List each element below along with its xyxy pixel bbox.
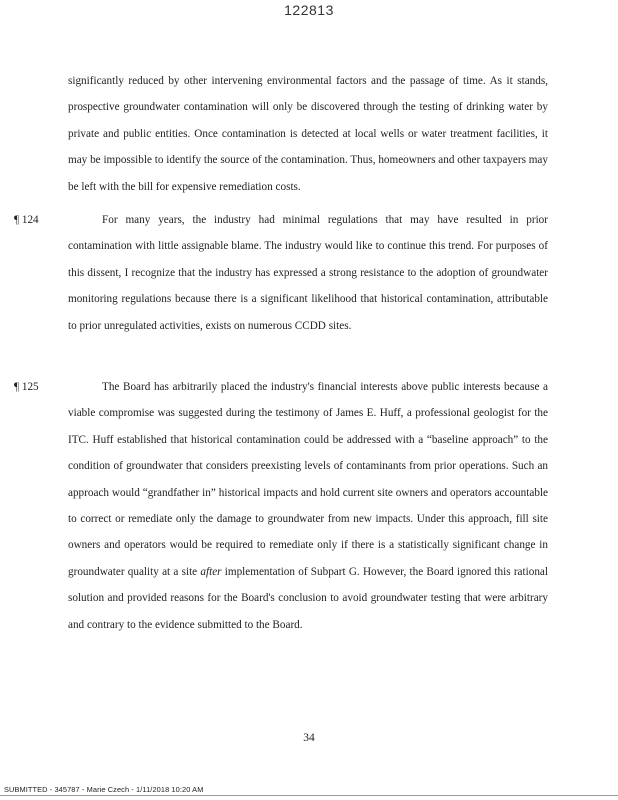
submitted-stamp: SUBMITTED - 345787 - Marie Czech - 1/11/2018 10:20 AM bbox=[4, 785, 204, 794]
document-number: 122813 bbox=[284, 2, 334, 18]
paragraph-125 bbox=[68, 374, 548, 638]
page-number: 34 bbox=[303, 732, 315, 744]
continuation-paragraph: significantly reduced by other intervening environmental factors and the passage of time. As it stands, prospective groundwater contamination will only be discovered through the testing of drinking water by private and public entities. Once contamination is detected at local wells or water treatment facilities, it may be impossible to identify the source of the contamination. Thus, homeowners and other taxpayers may be left with the bill for expensive remediation costs. bbox=[68, 75, 548, 193]
paragraph-125-text-after-italic: implementation of Subpart G. However, the Board ignored this rational solution and provided reasons for the Board's conclusion to avoid groundwater testing that were arbitrary and contrary to the evidence submitted to the Board. bbox=[68, 565, 548, 631]
paragraph-124-label: ¶ 124 bbox=[14, 214, 39, 226]
paragraph-125-text-before-italic: The Board has arbitrarily placed the industry's financial interests above public interests because a viable compromise was suggested during the testimony of James E. Huff, a professional geologist for the ITC. Huff established that historical contamination could be addressed with a “baseline approach” to the condition of groundwater that considers preexisting levels of contaminants from prior operations. Such an approach would “grandfather in” historical impacts and hold current site owners and operators accountable to correct or remediate only the damage to groundwater from new impacts. Under this approach, fill site owners and operators would be required to remediate only if there is a statistically significant change in groundwater quality at a site bbox=[68, 381, 548, 578]
paragraph-124-text: For many years, the industry had minimal regulations that may have resulted in prior contamination with little assignable blame. The industry would like to continue this trend. For purposes of this dissent, I recognize that the industry has expressed a strong resistance to the adoption of groundwater monitoring regulations because there is a significant likelihood that historical contamination, attributable to prior unregulated activities, exists on numerous CCDD sites. bbox=[68, 214, 548, 332]
paragraph-125-italic-word: after bbox=[200, 565, 222, 578]
paragraph-124 bbox=[68, 207, 548, 339]
stamp-underline bbox=[0, 795, 618, 796]
paragraph-125-label: ¶ 125 bbox=[14, 381, 39, 393]
